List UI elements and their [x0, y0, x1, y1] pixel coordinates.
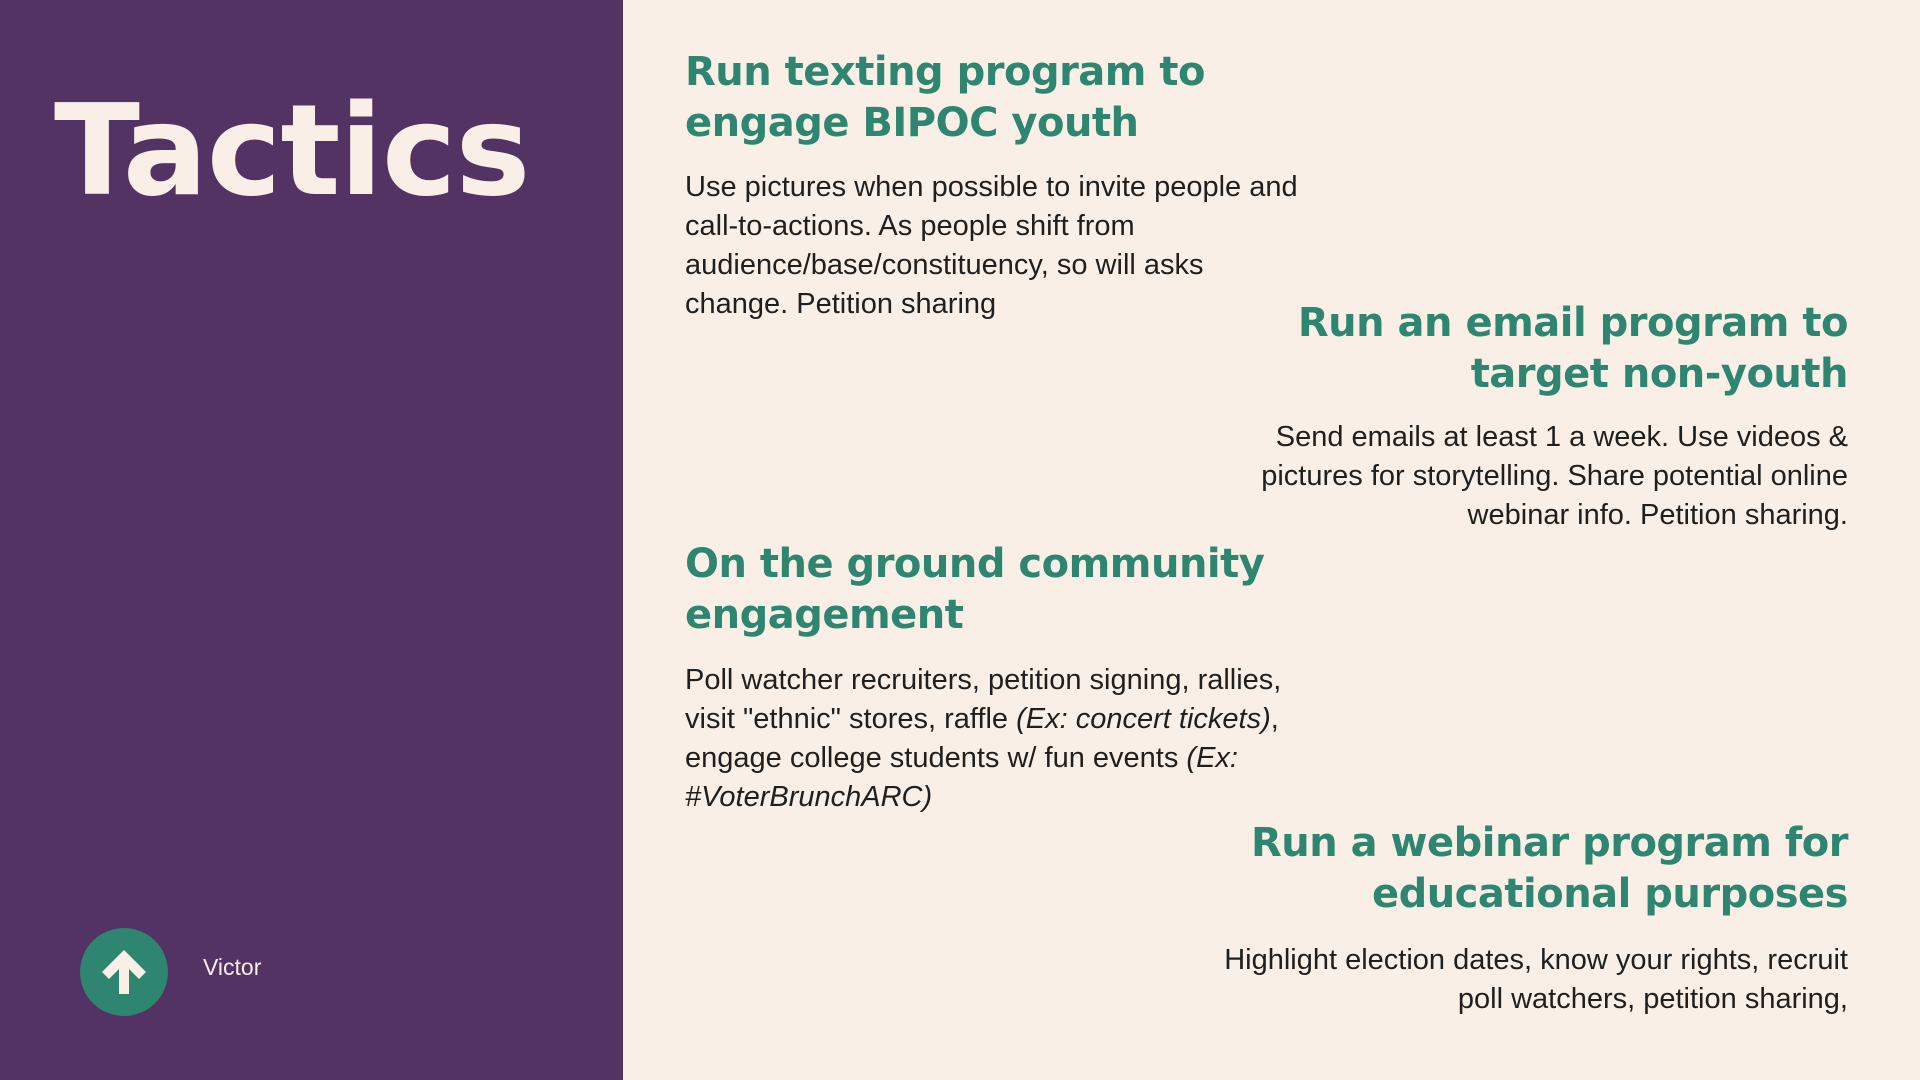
ground-text-part-1: Poll watcher recruiters, petition signing, rallies, visit "ethnic" stores, raffle: [685, 664, 1282, 735]
ground-example-brunch: (Ex: #VoterBrunchARC): [685, 742, 1238, 813]
tactic-body-webinar: Highlight election dates, know your rights, recruit poll watchers, petition sharing,: [1224, 944, 1848, 1015]
title-panel: [0, 0, 623, 1080]
presenter-name: Victor: [203, 954, 262, 980]
tactic-body-email: Send emails at least 1 a week. Use videos & pictures for storytelling. Share potential online webinar info. Petition sharing.: [1261, 421, 1848, 531]
tactic-body-ground: [685, 661, 1325, 817]
up-arrow-icon: [96, 944, 152, 1000]
tactic-body-texting: Use pictures when possible to invite people and call-to-actions. As people shift from audience/base/constituency, so will asks change. Petition sharing: [685, 171, 1298, 320]
tactic-heading-webinar: Run a webinar program for educational purposes: [1250, 820, 1848, 917]
tactic-heading-email: Run an email program to target non-youth: [1297, 300, 1848, 397]
ground-text-part-2: , engage college students w/ fun events: [685, 703, 1279, 774]
ground-example-concert: (Ex: concert tickets): [1016, 703, 1271, 735]
page-title: Tactics: [54, 77, 530, 224]
presenter-avatar: [80, 928, 168, 1016]
tactic-heading-texting: Run texting program to engage BIPOC youth: [685, 49, 1205, 146]
tactic-heading-ground: On the ground community engagement: [685, 541, 1265, 638]
